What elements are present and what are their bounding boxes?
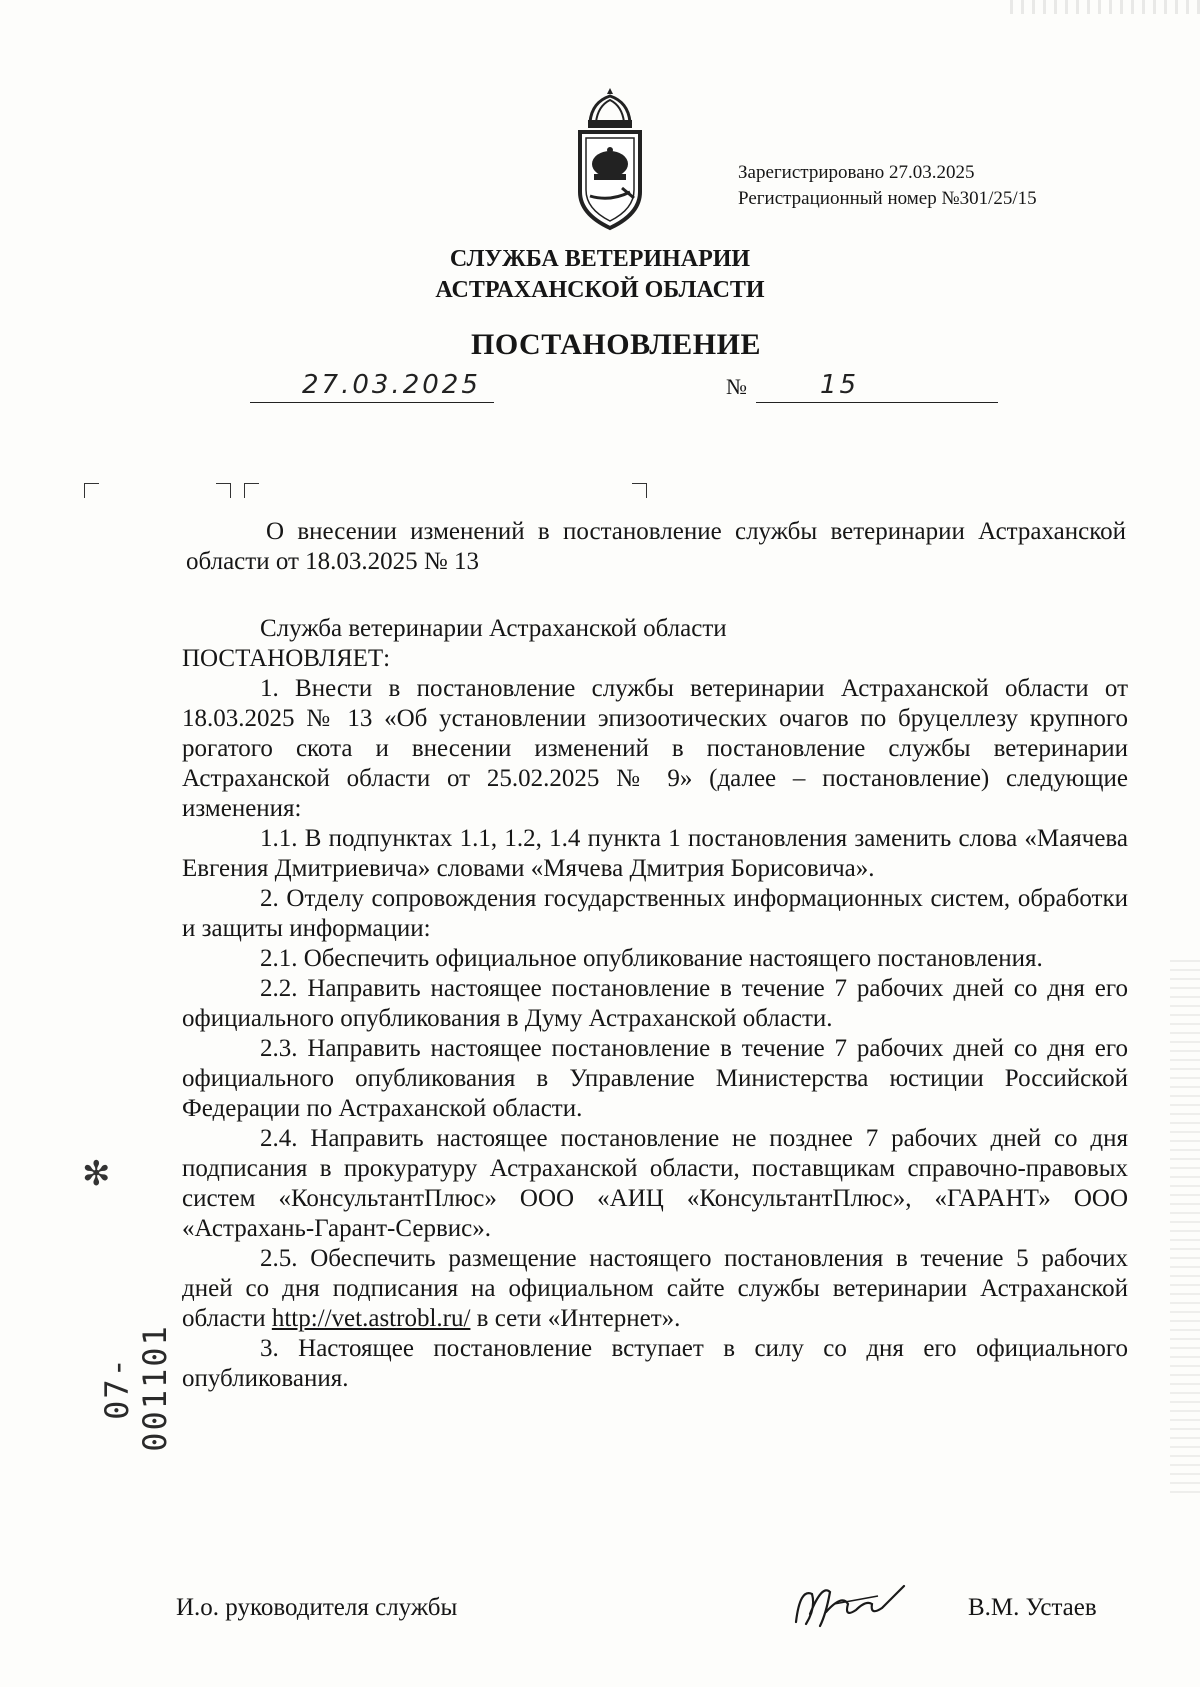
corner-mark [244,483,259,498]
paragraph-2-2: 2.2. Направить настоящее постановление в течение 7 рабочих дней со дня его официального опубликования в Думу Астраханской области. [182,975,1128,1032]
scan-noise [1170,960,1200,1500]
corner-mark [84,483,99,498]
signatory-name: В.М. Устаев [968,1594,1097,1621]
paragraph-2-5-text: 2.5. Обеспечить размещение настоящего постановления в течение 5 рабочих дней со дня подписания на официальном сайте службы ветеринарии Астраханской области [182,1245,1128,1332]
document-type-title: ПОСТАНОВЛЕНИЕ [471,328,761,361]
side-mark: ✻ [82,1154,111,1194]
signatory-position: И.о. руководителя службы [176,1594,458,1621]
document-number-line [756,372,998,403]
paragraph-1: 1. Внести в постановление службы ветеринарии Астраханской области от 18.03.2025 № 13 «Об установлении эпизоотических очагов по бруцеллезу крупного рогатого скота и внесении изменений в постановление службы ветеринарии Астраханской области от 25.02.2025 № 9» (далее – постановление) следующие изменения: [182,675,1128,822]
registration-date: Зарегистрировано 27.03.2025 [738,162,975,183]
document-number: 15 [820,370,860,400]
registration-number: Регистрационный номер №301/25/15 [738,188,1037,209]
vet-site-link[interactable]: http://vet.astrobl.ru/ [271,1305,471,1332]
astrakhan-coat-of-arms-icon [560,84,660,234]
paragraph-2-1: 2.1. Обеспечить официальное опубликование настоящего постановления. [260,945,1043,972]
issuer-line: Служба ветеринарии Астраханской области [260,615,727,642]
corner-mark [632,483,647,498]
paragraph-1-1: 1.1. В подпунктах 1.1, 1.2, 1.4 пункта 1 постановления заменить слова «Маячева Евгения Дмитриевича» словами «Мячева Дмитрия Борисовича». [182,825,1128,882]
organization-line-2: АСТРАХАНСКОЙ ОБЛАСТИ [435,277,765,303]
handwritten-signature-icon [786,1574,916,1634]
resolves-line: ПОСТАНОВЛЯЕТ: [182,645,391,672]
organization-line-1: СЛУЖБА ВЕТЕРИНАРИИ [449,246,751,272]
side-registration-code: 07- 001101 [98,1324,174,1452]
paragraph-2-5-tail: в сети «Интернет». [470,1305,681,1332]
document-date: 27.03.2025 [302,370,481,400]
document-subject: О внесении изменений в постановление службы ветеринарии Астраханской области от 18.03.2025 № 13 [186,518,1126,575]
paragraph-2-4: 2.4. Направить настоящее постановление не позднее 7 рабочих дней со дня подписания в прокуратуру Астраханской области, поставщикам справочно-правовых систем «КонсультантПлюс» ООО «АИЦ «КонсультантПлюс», «ГАРАНТ» ООО «Астрахань-Гарант-Сервис». [182,1125,1128,1242]
paragraph-3: 3. Настоящее постановление вступает в силу со дня его официального опубликования. [182,1335,1128,1392]
scan-noise [1010,0,1200,14]
paragraph-2-5 [182,1244,1128,1334]
document-date-line [250,372,494,403]
registration-stamp [738,160,1037,212]
corner-mark [216,483,231,498]
paragraph-2: 2. Отделу сопровождения государственных информационных систем, обработки и защиты информации: [182,885,1128,942]
document-body [182,614,1128,1394]
paragraph-2-3: 2.3. Направить настоящее постановление в течение 7 рабочих дней со дня его официального опубликования в Управление Министерства юстиции Российской Федерации по Астраханской области. [182,1035,1128,1122]
document-number-label: № [726,374,747,399]
organization-name [0,244,1200,306]
